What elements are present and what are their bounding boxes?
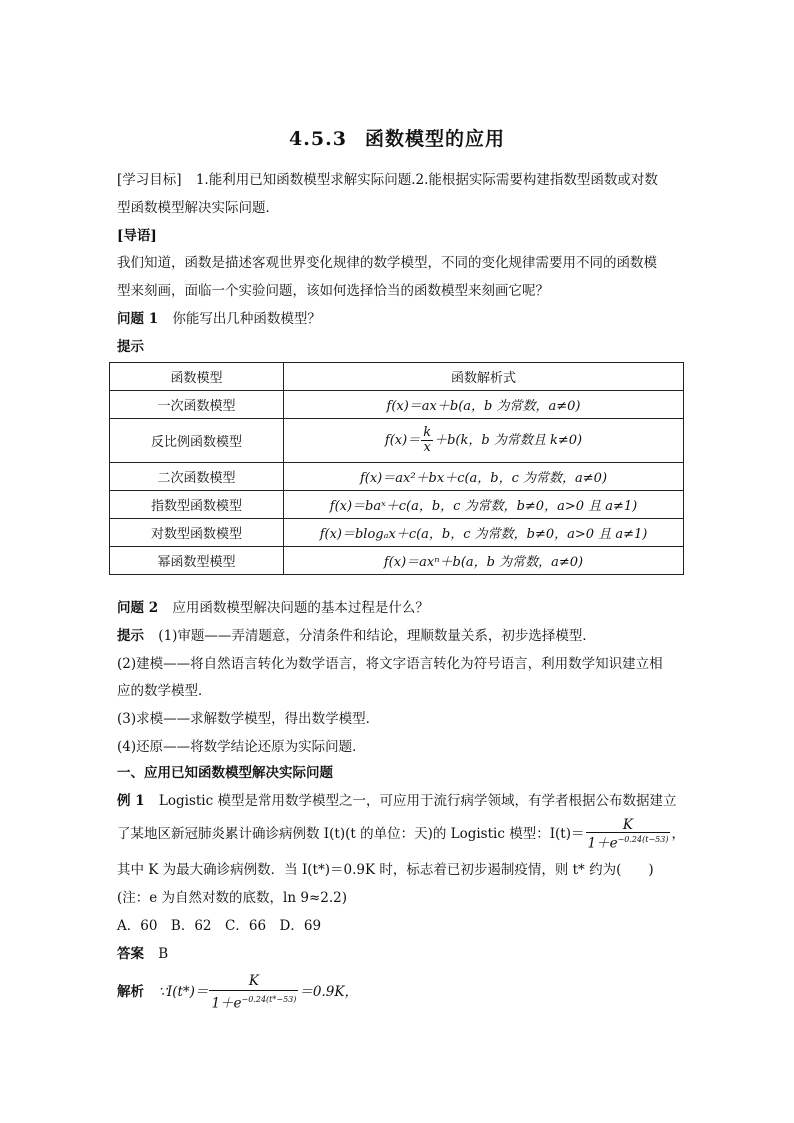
table-header-model: 函数模型 (110, 363, 284, 391)
model-formula: f(x)＝ax²＋bx＋c(a，b，c 为常数，a≠0) (284, 463, 684, 491)
table-row (110, 463, 684, 491)
example-1-text-2: 了某地区新冠肺炎累计确诊病例数 I(t)(t 的单位：天)的 Logistic 模型：I(t)＝ (117, 825, 585, 842)
question-1 (117, 310, 321, 328)
answer-label: 答案 (117, 946, 144, 962)
model-formula: f(x)＝ax＋b(a，b 为常数，a≠0) (284, 391, 684, 419)
model-formula: f(x)＝axⁿ＋b(a，b 为常数，a≠0) (284, 547, 684, 575)
objectives-text-1: 1.能利用已知函数模型求解实际问题.2.能根据实际需要构建指数型函数或对数 (195, 172, 658, 188)
objectives-line-2: 型函数模型解决实际问题． (117, 200, 279, 216)
example-1-text-2-end: ， (671, 825, 685, 842)
example-1-note: (注：e 为自然对数的底数，ln 9≈2.2) (117, 890, 347, 906)
question-2-label: 问题 2 (117, 600, 159, 616)
model-formula (284, 419, 684, 463)
model-name: 指数型函数模型 (110, 491, 284, 519)
step-4-line: (4)还原——将数学结论还原为实际问题． (117, 739, 366, 755)
question-2 (117, 599, 429, 617)
step-2-line-1: (2)建模——将自然语言转化为数学语言，将文字语言转化为符号语言，利用数学知识建立相 (117, 656, 663, 672)
fraction (421, 426, 433, 455)
answer-value: B (158, 946, 169, 962)
fraction-numerator: K (209, 972, 298, 991)
table-row (110, 419, 684, 463)
model-formula: f(x)＝baˣ＋c(a，b，c 为常数，b≠0，a>0 且 a≠1) (284, 491, 684, 519)
section-number: 4.5.3 (289, 128, 347, 150)
table-row (110, 491, 684, 519)
hint-label: 提示 (117, 339, 144, 355)
section-title: 函数模型的应用 (364, 128, 505, 150)
model-name: 幂函数型模型 (110, 547, 284, 575)
question-1-label: 问题 1 (117, 311, 159, 327)
step-1-line (117, 627, 596, 645)
step-2-line-2: 应的数学模型． (117, 683, 212, 699)
question-2-text: 应用函数模型解决问题的基本过程是什么？ (172, 600, 429, 616)
model-name: 二次函数模型 (110, 463, 284, 491)
step-3-line: (3)求模——求解数学模型，得出数学模型． (117, 711, 380, 727)
example-1-options: A．60 B．62 C．66 D．69 (117, 918, 322, 934)
fraction-numerator: K (586, 818, 671, 833)
table-header-row (110, 363, 684, 391)
logistic-fraction (586, 818, 671, 851)
formula-prefix: f(x)＝ (384, 433, 421, 448)
fraction-numerator: k (423, 425, 432, 440)
table-row (110, 547, 684, 575)
table-row (110, 519, 684, 547)
example-1-label: 例 1 (117, 793, 145, 809)
example-1-line-3: 其中 K 为最大确诊病例数．当 I(t*)＝0.9K 时，标志着已初步遏制疫情，则 t* 约为( ) (117, 862, 654, 878)
page-title (0, 124, 794, 151)
solution-suffix: ＝0.9K， (299, 983, 358, 1000)
objectives-line-1 (117, 171, 658, 189)
solution-fraction (209, 972, 298, 1013)
table-row (110, 391, 684, 419)
model-name: 对数型函数模型 (110, 519, 284, 547)
section-heading-1: 一、应用已知函数模型解决实际问题 (117, 765, 333, 781)
steps-hint-label: 提示 (117, 628, 144, 644)
solution-label: 解析 (117, 983, 144, 1000)
intro-label: [导语] (117, 228, 157, 244)
fraction-denominator: x (423, 440, 431, 455)
formula-suffix: ＋b(k，b 为常数且 k≠0) (434, 433, 583, 448)
denominator-exponent: −0.24(t*−53) (241, 995, 297, 1004)
example-1-line-1 (117, 792, 676, 810)
answer-line (117, 945, 168, 963)
solution-line (117, 972, 358, 1013)
objectives-label: [学习目标] (117, 172, 182, 188)
model-formula: f(x)＝blogₐx＋c(a，b，c 为常数，b≠0，a>0 且 a≠1) (284, 519, 684, 547)
function-model-table (109, 362, 684, 575)
denominator-base: 1＋e (211, 995, 242, 1012)
table-header-formula: 函数解析式 (284, 363, 684, 391)
example-1-line-2 (117, 818, 685, 851)
intro-line-1: 我们知道，函数是描述客观世界变化规律的数学模型，不同的变化规律需要用不同的函数模 (117, 255, 657, 271)
model-name: 反比例函数模型 (110, 419, 284, 463)
fraction-denominator (209, 991, 298, 1013)
step-1-text: (1)审题——弄清题意，分清条件和结论，理顺数量关系，初步选择模型． (158, 628, 596, 644)
example-1-text-1: Logistic 模型是常用数学模型之一，可应用于流行病学领域，有学者根据公布数据建立 (158, 793, 677, 809)
solution-prefix: ∵I(t*)＝ (158, 983, 209, 1000)
fraction-denominator (586, 833, 671, 851)
denominator-base: 1＋e (587, 835, 618, 852)
model-name: 一次函数模型 (110, 391, 284, 419)
intro-line-2: 型来刻画，面临一个实验问题，该如何选择恰当的函数模型来刻画它呢？ (117, 283, 549, 299)
denominator-exponent: −0.24(t−53) (617, 835, 669, 844)
question-1-text: 你能写出几种函数模型？ (172, 311, 321, 327)
